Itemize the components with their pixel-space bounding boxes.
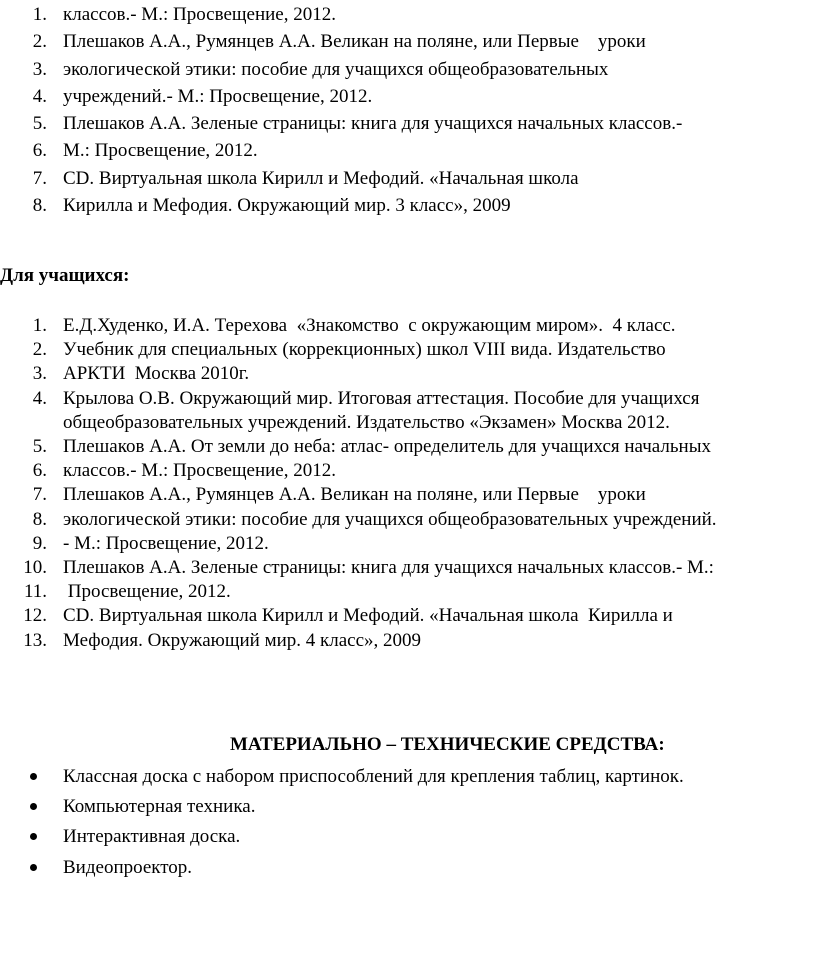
item-text: экологической этики: пособие для учащихся общеобразовательных учреждений. (63, 508, 717, 530)
item-number: 7. (32, 167, 47, 189)
item-text: Классная доска с набором приспособлений для крепления таблиц, картинок. (63, 766, 684, 787)
item-text: Видеопроектор. (63, 856, 193, 878)
item-text: Плешаков А.А. Зеленые страницы: книга для учащихся начальных классов.- М.: (63, 557, 714, 579)
item-number: 8. (32, 195, 47, 217)
list-item (0, 765, 684, 795)
list-item (0, 314, 783, 338)
list-item (0, 580, 783, 604)
item-number: 4. (32, 85, 47, 107)
item-text: Компьютерная техника. (63, 796, 256, 818)
bullet-icon (30, 833, 37, 840)
list-item (0, 825, 684, 855)
list-item (0, 604, 783, 628)
bullet-icon (30, 773, 37, 780)
list-item (0, 3, 682, 30)
bullet-icon (30, 803, 37, 810)
item-text: М.: Просвещение, 2012. (63, 140, 258, 162)
item-text: CD. Виртуальная школа Кирилл и Мефодий. «Начальная школа (63, 167, 579, 189)
item-text: Интерактивная доска. (63, 826, 241, 848)
item-text: Мефодия. Окружающий мир. 4 класс», 2009 (63, 629, 422, 651)
item-text: АРКТИ Москва 2010г. (63, 363, 250, 385)
item-number: 6. (32, 460, 47, 482)
list-item (0, 459, 783, 483)
references-list-continued (0, 3, 682, 221)
list-item (0, 167, 682, 194)
list-item (0, 85, 682, 112)
item-text: Кирилла и Мефодия. Окружающий мир. 3 класс», 2009 (63, 195, 511, 217)
list-item (0, 139, 682, 166)
item-text: - М.: Просвещение, 2012. (63, 532, 269, 554)
item-number: 10. (23, 557, 47, 579)
item-number: 5. (32, 113, 47, 135)
item-number: 13. (23, 629, 47, 651)
item-number: 4. (32, 387, 47, 409)
list-item (0, 338, 783, 362)
list-item (0, 194, 682, 221)
students-heading: Для учащихся: (0, 265, 130, 286)
list-item (0, 795, 684, 825)
list-item (0, 532, 783, 556)
item-number: 12. (23, 605, 47, 627)
item-text: учреждений.- М.: Просвещение, 2012. (63, 85, 373, 107)
item-number: 11. (23, 581, 47, 603)
item-text: CD. Виртуальная школа Кирилл и Мефодий. «Начальная школа Кирилла и (63, 605, 673, 627)
list-item (0, 112, 682, 139)
students-references-list (0, 314, 783, 653)
equipment-list (0, 765, 684, 886)
equipment-section-title: МАТЕРИАЛЬНО – ТЕХНИЧЕСКИЕ СРЕДСТВА: (230, 734, 665, 755)
item-number: 7. (32, 484, 47, 506)
item-text: Плешаков А.А. От земли до неба: атлас- определитель для учащихся начальных (63, 436, 711, 458)
item-number: 9. (32, 532, 47, 554)
item-number: 5. (32, 436, 47, 458)
list-item (0, 435, 783, 459)
item-text: классов.- М.: Просвещение, 2012. (63, 460, 336, 482)
bullet-icon (30, 864, 37, 871)
item-text: Плешаков А.А. Зеленые страницы: книга для учащихся начальных классов.- (63, 113, 683, 135)
list-item (0, 556, 783, 580)
item-text: Е.Д.Худенко, И.А. Терехова «Знакомство с окружающим миром». 4 класс. (63, 315, 676, 336)
item-number: 2. (32, 339, 47, 361)
list-item (0, 856, 684, 886)
item-text: Крылова О.В. Окружающий мир. Итоговая аттестация. Пособие для учащихся общеобразовательных учреждений. Издательство «Экзамен» Москва 2012. (63, 387, 700, 433)
item-text: классов.- М.: Просвещение, 2012. (63, 4, 336, 25)
list-item (0, 508, 783, 532)
list-item (0, 362, 783, 386)
item-text: экологической этики: пособие для учащихся общеобразовательных (63, 58, 609, 80)
item-number: 8. (32, 508, 47, 530)
list-item (0, 483, 783, 507)
list-item (0, 387, 783, 435)
item-text: Просвещение, 2012. (63, 581, 231, 603)
item-number: 2. (32, 31, 47, 53)
item-text: Учебник для специальных (коррекционных) школ VIII вида. Издательство (63, 339, 666, 361)
item-number: 3. (32, 363, 47, 385)
item-text: Плешаков А.А., Румянцев А.А. Великан на поляне, или Первые уроки (63, 31, 646, 53)
list-item (0, 30, 682, 57)
list-item (0, 629, 783, 653)
item-text: Плешаков А.А., Румянцев А.А. Великан на поляне, или Первые уроки (63, 484, 646, 506)
item-number: 1. (32, 4, 47, 25)
item-number: 3. (32, 58, 47, 80)
list-item (0, 58, 682, 85)
item-number: 6. (32, 140, 47, 162)
item-number: 1. (32, 315, 47, 336)
